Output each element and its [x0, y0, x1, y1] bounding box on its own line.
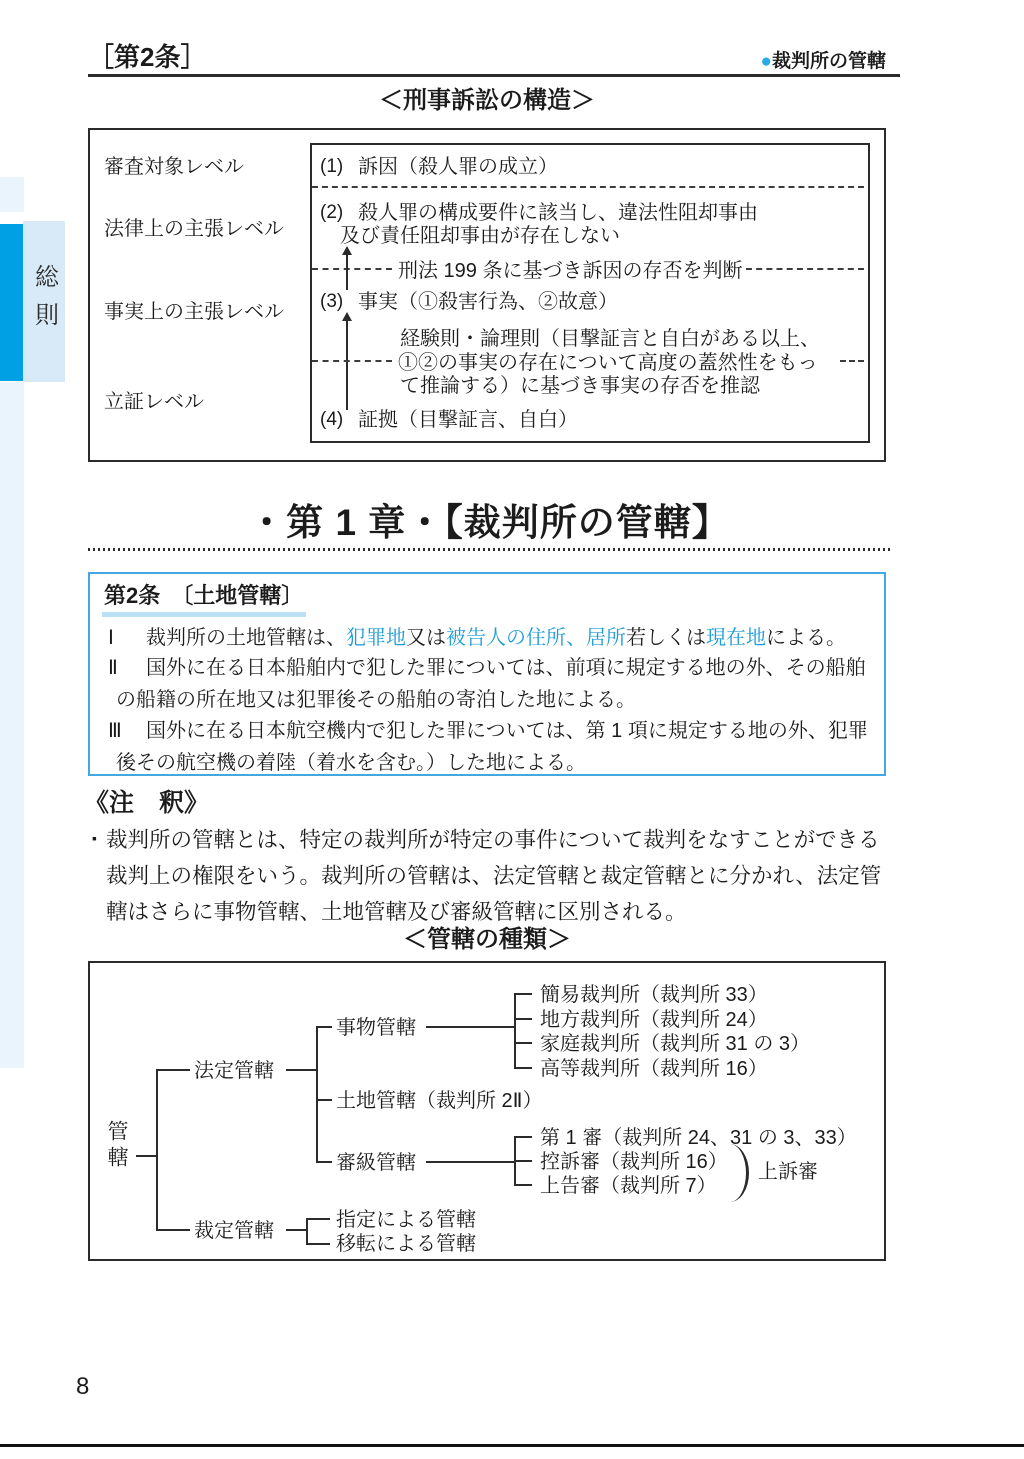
- header-rule: [88, 74, 900, 77]
- page-number: 8: [76, 1373, 90, 1400]
- article-item-1-seg: 裁判所の土地管轄は、: [146, 627, 346, 649]
- sidebar-tab-sousoku: [23, 221, 65, 382]
- tree-shinkyu-hline: [426, 1161, 514, 1163]
- article-item-1-num: Ⅰ: [108, 627, 114, 649]
- article-item-2-line2: の船籍の所在地又は犯罪後その船舶の寄泊した地による。: [116, 689, 636, 711]
- tree-saitei-vline: [306, 1218, 308, 1245]
- note1-text: 刑法 199 条に基づき訴因の存否を判断: [398, 260, 743, 282]
- tree-jibutsu-hline: [426, 1026, 514, 1028]
- article-item-1-term: 犯罪地: [346, 627, 406, 649]
- level-label-2: 法律上の主張レベル: [104, 218, 284, 240]
- tree-l2-stub-tochi: [316, 1099, 332, 1101]
- header-article-label: ［第2条］: [88, 42, 207, 72]
- article-item-3-text: 国外に在る日本航空機内で犯した罪については、第 1 項に規定する地の外、犯罪: [146, 720, 868, 742]
- tree-court1-label: 簡易裁判所（裁判所 33）: [540, 984, 768, 1006]
- article-title: 第2条 〔土地管轄〕: [104, 583, 304, 608]
- note2-line1: 経験則・論理則（目撃証言と自白がある以上、: [400, 328, 820, 350]
- article-title-underline: [102, 612, 306, 617]
- tree-jibutsu-label: 事物管轄: [336, 1017, 416, 1039]
- article-item-3-num: Ⅲ: [108, 720, 122, 742]
- tree-inst1-label: 第 1 審（裁判所 24、31 の 3、33）: [540, 1127, 857, 1149]
- note1-dash-right: [746, 268, 864, 270]
- tree-saitei-stub: [286, 1229, 306, 1231]
- item1-text: 訴因（殺人罪の成立）: [358, 156, 558, 178]
- tree-joso-label: 上訴審: [758, 1161, 818, 1183]
- chapter-heading: ・第 1 章・【裁判所の管轄】: [248, 502, 730, 543]
- sidebar-dark-strip: [0, 224, 23, 381]
- arrow-up-2-shaft: [346, 320, 348, 410]
- article-item-1-term: 被告人の住所、居所: [446, 627, 626, 649]
- article-item-1-seg: による。: [766, 627, 846, 649]
- tree-l1-stub-bottom: [156, 1229, 190, 1231]
- tree-inst3-stub: [514, 1184, 532, 1186]
- article-item-2-text: 国外に在る日本船舶内で犯した罪については、前項に規定する地の外、その船舶: [146, 657, 866, 679]
- level-label-1: 審査対象レベル: [104, 156, 244, 178]
- sidebar-pale-band-bottom: [0, 382, 24, 1068]
- item3-num: (3): [320, 291, 344, 312]
- tree-court2-stub: [514, 1018, 532, 1020]
- item2-line1: 殺人罪の構成要件に該当し、違法性阻却事由: [358, 202, 758, 224]
- chapter-dotted-rule: [88, 548, 890, 551]
- tree-child2-stub: [306, 1243, 330, 1245]
- level-label-4: 立証レベル: [104, 391, 204, 413]
- tree-tochi-label: 土地管轄（裁判所 2Ⅱ）: [336, 1090, 543, 1112]
- item4-num: (4): [320, 409, 344, 430]
- commentary-bullet: ▪: [92, 832, 97, 847]
- tree-child2-label: 移転による管轄: [336, 1233, 476, 1255]
- note2-line3: て推論する）に基づき事実の存否を推認: [400, 375, 760, 397]
- footer-rule: [0, 1444, 1024, 1447]
- tree-inst1-stub: [514, 1136, 532, 1138]
- header-section: [600, 50, 886, 73]
- tree-courts-vline: [514, 993, 516, 1069]
- tree-shinkyu-label: 審級管轄: [336, 1152, 416, 1174]
- commentary-line3: 轄はさらに事物管轄、土地管轄及び審級管轄に区別される。: [106, 900, 687, 924]
- article-item-2-line1: [108, 656, 866, 680]
- sidebar-pale-band-top: [0, 177, 24, 212]
- item2-num: (2): [320, 202, 344, 223]
- tree-inst2-stub: [514, 1160, 532, 1162]
- item1-num: (1): [320, 156, 344, 177]
- tree-hotei-label: 法定管轄: [194, 1060, 274, 1082]
- article-item-2-num: Ⅱ: [108, 657, 118, 679]
- tree-child1-stub: [306, 1218, 330, 1220]
- tree-hotei-stub: [286, 1069, 316, 1071]
- article-item-3-line2: 後その航空機の着陸（着水を含む。）した地による。: [116, 752, 586, 774]
- article-item-1-seg: 又は: [406, 627, 446, 649]
- tree-court1-stub: [514, 993, 532, 995]
- item4-text: 証拠（目撃証言、自白）: [358, 409, 578, 431]
- tree-inst2-label: 控訴審（裁判所 16）: [540, 1151, 728, 1173]
- tree-l1-vline: [156, 1069, 158, 1231]
- kinds-diagram-title: ＜管轄の種類＞: [403, 926, 571, 953]
- tree-child1-label: 指定による管轄: [336, 1209, 476, 1231]
- item2-line2: 及び責任阻却事由が存在しない: [340, 225, 620, 247]
- article-item-1-seg: 若しくは: [626, 627, 706, 649]
- item3-text: 事実（①殺害行為、②故意）: [358, 291, 618, 313]
- article-item-1: [108, 626, 846, 650]
- separator-dashed: [312, 186, 864, 188]
- sidebar-tab-label: 総則: [30, 263, 58, 340]
- note2-dash-right: [840, 360, 864, 362]
- commentary-line2: 裁判上の権限をいう。裁判所の管轄は、法定管轄と裁定管轄とに分かれ、法定管: [106, 864, 882, 888]
- commentary-heading: 《注 釈》: [84, 789, 210, 817]
- tree-court4-label: 高等裁判所（裁判所 16）: [540, 1058, 768, 1080]
- tree-l1-stub-top: [156, 1069, 190, 1071]
- tree-l2-stub-jibutsu: [316, 1026, 332, 1028]
- tree-root-stub: [136, 1155, 156, 1157]
- article-item-3-line1: [108, 719, 868, 743]
- tree-saitei-label: 裁定管轄: [194, 1220, 274, 1242]
- tree-court3-stub: [514, 1042, 532, 1044]
- structure-diagram-title: ＜刑事訴訟の構造＞: [379, 87, 595, 114]
- tree-court3-label: 家庭裁判所（裁判所 31 の 3）: [540, 1033, 811, 1055]
- note2-dash-left: [312, 360, 392, 362]
- article-item-1-term: 現在地: [706, 627, 766, 649]
- tree-l2-vline: [316, 1026, 318, 1163]
- arrow-up-1-shaft: [346, 254, 348, 290]
- tree-l2-stub-shinkyu: [316, 1161, 332, 1163]
- header-section-label: 裁判所の管轄: [771, 51, 886, 72]
- note1-dash-left: [312, 268, 392, 270]
- header-bullet-icon: ●: [760, 51, 772, 72]
- note2-line2: ①②の事実の存在について高度の蓋然性をもっ: [398, 352, 818, 374]
- commentary-line1: 裁判所の管轄とは、特定の裁判所が特定の事件について裁判をなすことができる: [106, 828, 880, 852]
- tree-root-label: 管轄: [105, 1120, 128, 1172]
- tree-court2-label: 地方裁判所（裁判所 24）: [540, 1009, 768, 1031]
- tree-court4-stub: [514, 1067, 532, 1069]
- tree-inst3-label: 上告審（裁判所 7）: [540, 1175, 717, 1197]
- level-label-3: 事実上の主張レベル: [104, 301, 284, 323]
